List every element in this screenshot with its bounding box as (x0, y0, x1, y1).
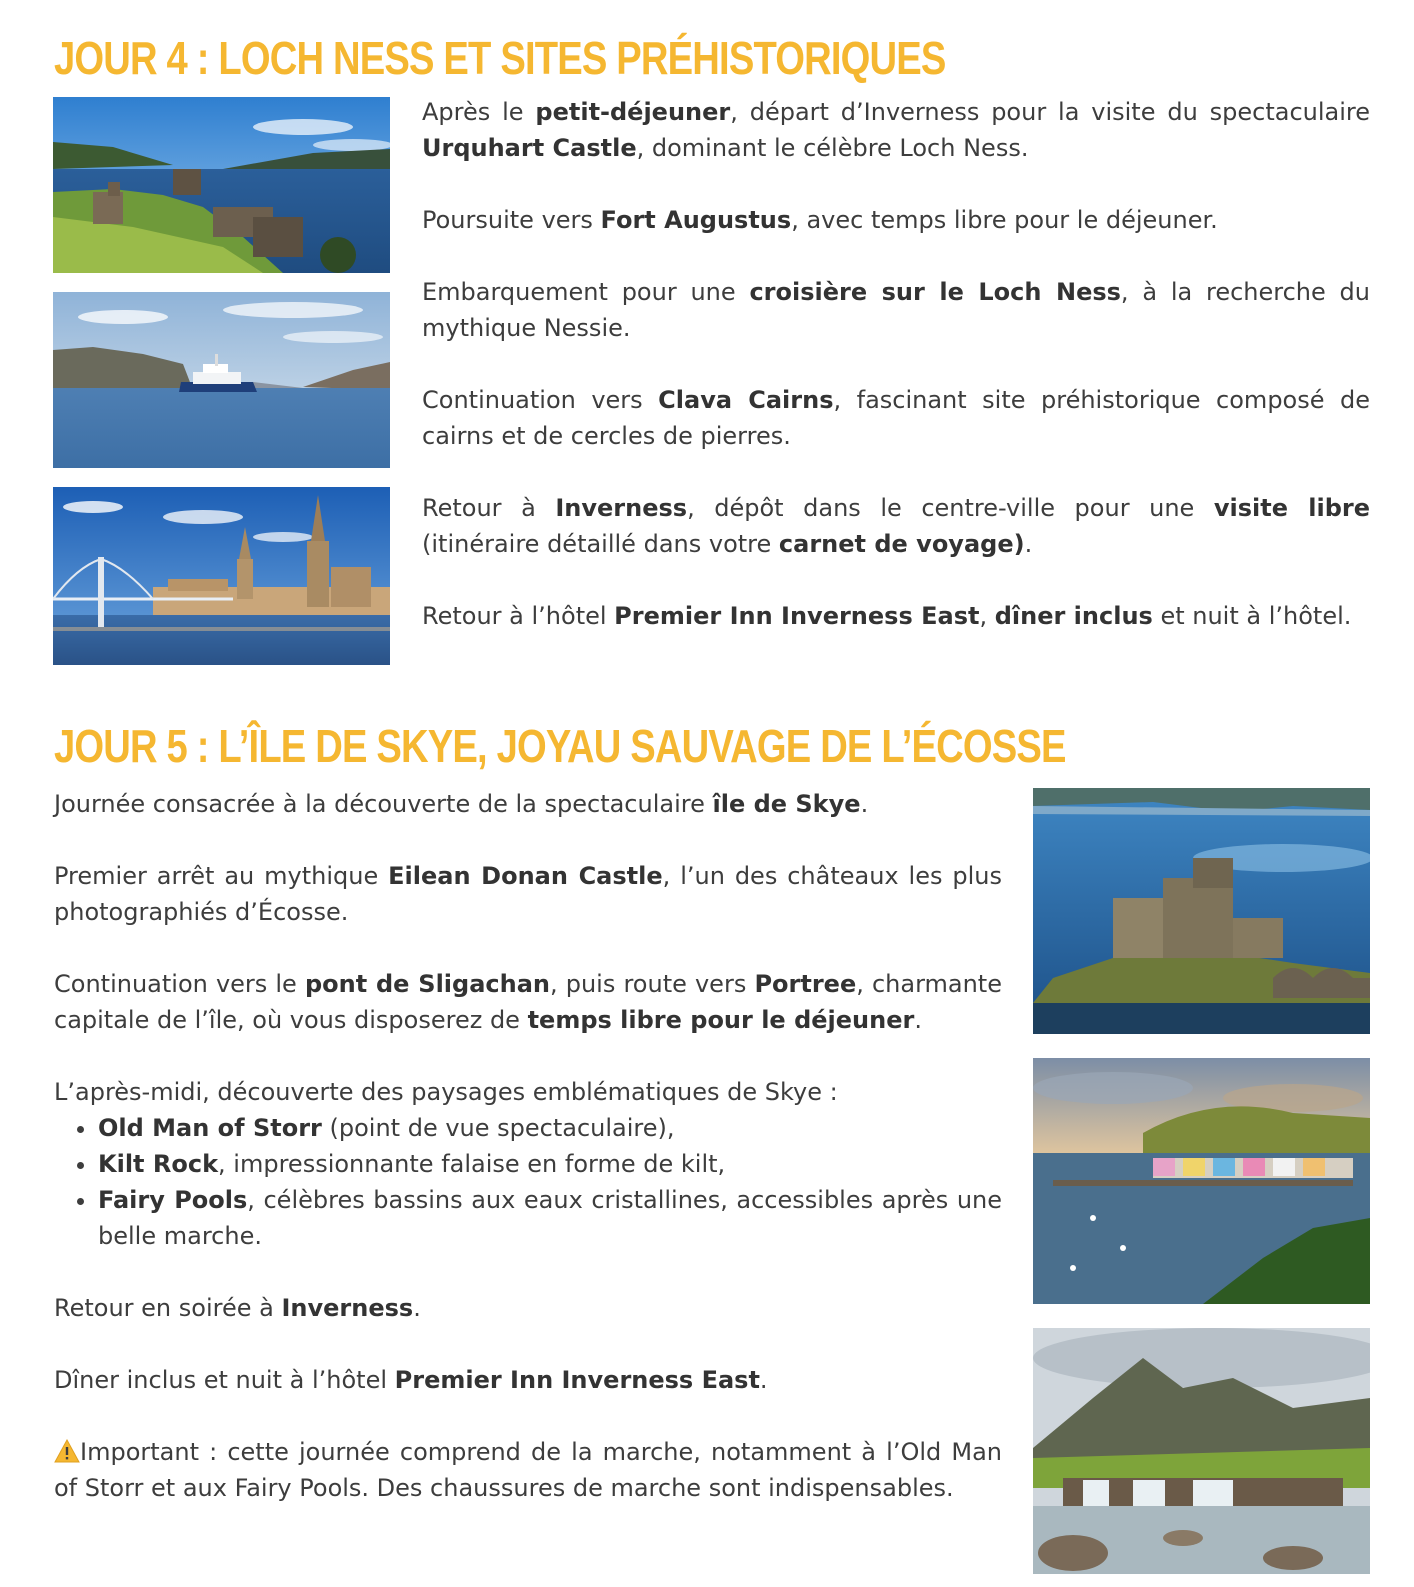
day4-p5-text3: (itinéraire détaillé dans votre (422, 530, 779, 558)
day4-paragraph-2 (422, 202, 1370, 238)
fairy-pools-photo (1033, 1328, 1370, 1574)
day5-p6-text1: Dîner inclus et nuit à l’hôtel (54, 1366, 395, 1394)
day5-bullet-list (54, 1110, 1002, 1254)
day4-p4-text1: Continuation vers (422, 386, 659, 414)
day4-paragraph-4 (422, 382, 1370, 454)
day5-p3-bold3: temps libre pour le déjeuner (527, 1006, 915, 1034)
day5-p2-bold1: Eilean Donan Castle (388, 862, 663, 890)
day5-p4-text1: L’après-midi, découverte des paysages emblématiques de Skye : (54, 1078, 838, 1106)
list-item (98, 1146, 1002, 1182)
day5-p5-bold1: Inverness (281, 1294, 414, 1322)
day4-p3-text1: Embarquement pour une (422, 278, 750, 306)
day4-p1-bold2: Urquhart Castle (422, 134, 637, 162)
list-item (98, 1182, 1002, 1254)
list-item (98, 1110, 1002, 1146)
day4-paragraph-1 (422, 94, 1370, 166)
day4-p2-text2: , avec temps libre pour le déjeuner. (791, 206, 1218, 234)
day5-title: JOUR 5 : L’ÎLE DE SKYE, JOYAU SAUVAGE DE L’ÉCOSSE (54, 720, 1066, 772)
day4-p6-bold1: Premier Inn Inverness East (614, 602, 980, 630)
day4-p1-text1: Après le (422, 98, 536, 126)
day4-p6-text1: Retour à l’hôtel (422, 602, 615, 630)
day4-p4-bold1: Clava Cairns (658, 386, 834, 414)
urquhart-castle-photo (53, 97, 390, 273)
day4-paragraph-5 (422, 490, 1370, 562)
bullet-2-bold: Kilt Rock (98, 1150, 219, 1178)
day5-p2-text2: , l’un des châteaux les plus photographiés d’Écosse. (54, 862, 1002, 926)
day4-paragraph-6 (422, 598, 1370, 634)
day5-paragraph-1 (54, 786, 1002, 822)
day5-paragraph-2 (54, 858, 1002, 930)
day4-p4-text2: , fascinant site préhistorique composé de cairns et de cercles de pierres. (422, 386, 1370, 450)
bullet-3-bold: Fairy Pools (98, 1186, 248, 1214)
day4-p5-bold1: Inverness (555, 494, 688, 522)
warning-icon (54, 1437, 80, 1461)
day4-p1-text2: , départ d’Inverness pour la visite du spectaculaire (730, 98, 1371, 126)
day4-p6-text3: et nuit à l’hôtel. (1152, 602, 1352, 630)
day4-p1-text3: , dominant le célèbre Loch Ness. (636, 134, 1029, 162)
day4-p5-text4: . (1024, 530, 1033, 558)
day5-p1-text2: . (860, 790, 869, 818)
day5-p7-text1: Important : cette journée comprend de la marche, notamment à l’Old Man of Storr et aux Fairy Pools. Des chaussures de marche sont indispensables. (54, 1438, 1002, 1502)
day5-p2-text1: Premier arrêt au mythique (54, 862, 389, 890)
day5-p3-text3: , charmante capitale de l’île, où vous disposerez de (54, 970, 1002, 1034)
day4-p5-bold2: visite libre (1213, 494, 1371, 522)
day5-p6-bold1: Premier Inn Inverness East (394, 1366, 760, 1394)
day5-text (54, 786, 1002, 1506)
day5-p3-bold2: Portree (754, 970, 857, 998)
day5-paragraph-4 (54, 1074, 1002, 1110)
day5-p5-text1: Retour en soirée à (54, 1294, 282, 1322)
bullet-1-bold: Old Man of Storr (98, 1114, 322, 1142)
day5-p3-text4: . (914, 1006, 922, 1034)
day5-p5-text2: . (413, 1294, 421, 1322)
day4-p6-text2: , (979, 602, 995, 630)
day4-p6-bold2: dîner inclus (994, 602, 1153, 630)
bullet-1-text: (point de vue spectaculaire), (321, 1114, 675, 1142)
day5-p3-text1: Continuation vers le (54, 970, 305, 998)
day4-p3-bold1: croisière sur le Loch Ness (749, 278, 1121, 306)
day5-paragraph-7 (54, 1434, 1002, 1506)
day5-paragraph-5 (54, 1290, 1002, 1326)
day4-p5-text1: Retour à (422, 494, 556, 522)
day5-paragraph-6 (54, 1362, 1002, 1398)
portree-photo (1033, 1058, 1370, 1304)
day4-p5-text2: , dépôt dans le centre-ville pour une (687, 494, 1214, 522)
bullet-2-text: , impressionnante falaise en forme de kilt, (218, 1150, 726, 1178)
day4-p1-bold1: petit-déjeuner (535, 98, 731, 126)
day4-paragraph-3 (422, 274, 1370, 346)
day4-p3-text2: , à la recherche du mythique Nessie. (422, 278, 1371, 342)
day4-title: JOUR 4 : LOCH NESS ET SITES PRÉHISTORIQUES (54, 32, 946, 84)
bullet-3-text: , célèbres bassins aux eaux cristallines, accessibles après une belle marche. (98, 1186, 1003, 1250)
eilean-donan-castle-photo (1033, 788, 1370, 1034)
day4-p2-bold1: Fort Augustus (600, 206, 792, 234)
day5-paragraph-3 (54, 966, 1002, 1038)
inverness-photo (53, 487, 390, 665)
day4-text (422, 94, 1370, 634)
day4-p2-text1: Poursuite vers (422, 206, 601, 234)
day5-p3-bold1: pont de Sligachan (304, 970, 550, 998)
day4-p5-bold3: carnet de voyage) (778, 530, 1025, 558)
day5-p1-text1: Journée consacrée à la découverte de la spectaculaire (54, 790, 713, 818)
loch-ness-cruise-photo (53, 292, 390, 468)
day5-p1-bold1: île de Skye (712, 790, 861, 818)
day5-p3-text2: , puis route vers (550, 970, 755, 998)
day5-p6-text2: . (759, 1366, 768, 1394)
